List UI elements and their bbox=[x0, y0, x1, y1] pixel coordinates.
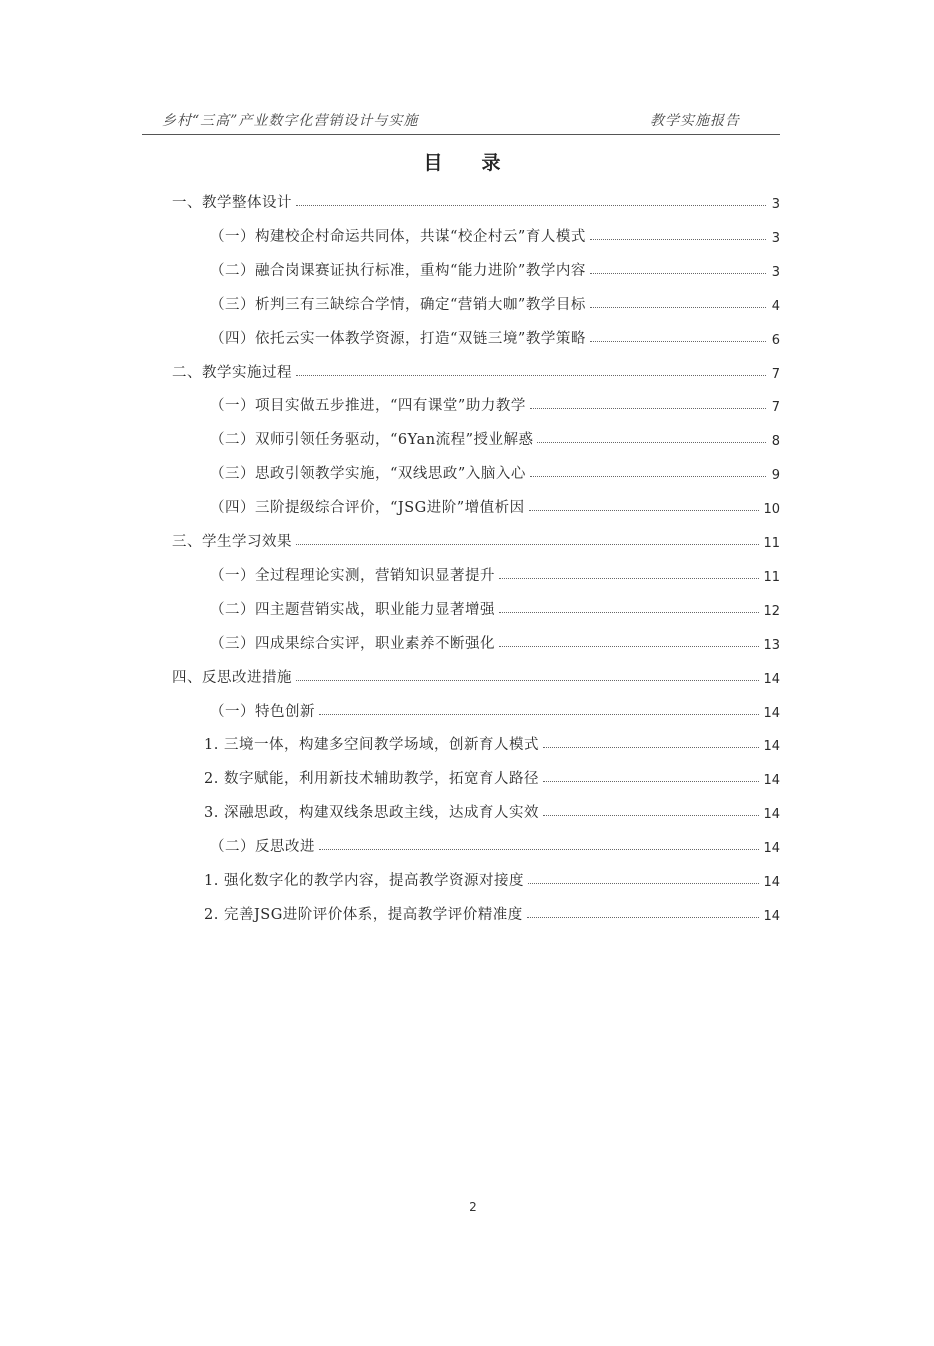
toc-dot-leader bbox=[319, 848, 759, 850]
header-title: 乡村“三高”产业数字化营销设计与实施 bbox=[162, 113, 419, 129]
toc-dot-leader bbox=[296, 679, 759, 681]
toc-dot-leader bbox=[499, 611, 759, 613]
toc-entry-text: （一）构建校企村命运共同体，共谋“校企村云”育人模式 bbox=[210, 228, 586, 245]
toc-dot-leader bbox=[590, 340, 766, 342]
toc-entry[interactable] bbox=[210, 425, 780, 449]
toc-dot-leader bbox=[499, 577, 759, 579]
toc-entry-page: 7 bbox=[771, 366, 780, 382]
toc-entry-text: 2. 完善JSG进阶评价体系，提高教学评价精准度 bbox=[204, 906, 523, 923]
toc-entry-page: 14 bbox=[763, 875, 780, 890]
toc-dot-leader bbox=[527, 916, 760, 918]
toc-entry-page: 6 bbox=[771, 332, 780, 348]
toc-entry[interactable] bbox=[210, 561, 780, 585]
toc-entry[interactable] bbox=[204, 798, 780, 822]
toc-entry-page: 14 bbox=[763, 908, 780, 924]
toc-dot-leader bbox=[543, 814, 760, 816]
toc-entry-text: （二）融合岗课赛证执行标准，重构“能力进阶”教学内容 bbox=[210, 262, 586, 279]
toc-entry[interactable] bbox=[210, 256, 780, 280]
toc-entry-text: （三）思政引领教学实施，“双线思政”入脑入心 bbox=[210, 466, 526, 483]
toc-entry[interactable] bbox=[210, 697, 780, 721]
toc-entry[interactable] bbox=[210, 595, 780, 619]
header-report-type: 教学实施报告 bbox=[650, 113, 740, 129]
toc-title: 目 录 bbox=[423, 152, 511, 174]
toc-dot-leader bbox=[296, 204, 766, 206]
toc-entry-text: （二）反思改进 bbox=[210, 839, 315, 856]
toc-entry[interactable] bbox=[172, 527, 780, 551]
toc-entry-page: 14 bbox=[763, 773, 780, 789]
toc-entry[interactable] bbox=[210, 391, 780, 415]
toc-entry[interactable] bbox=[204, 730, 780, 754]
toc-entry-text: 四、反思改进措施 bbox=[172, 669, 292, 686]
toc-entry[interactable] bbox=[204, 900, 780, 924]
toc-entry-text: （一）全过程理论实测，营销知识显著提升 bbox=[210, 567, 495, 584]
toc-entry[interactable] bbox=[210, 222, 780, 246]
toc-entry-text: 一、教学整体设计 bbox=[172, 195, 292, 211]
toc-dot-leader bbox=[319, 713, 759, 715]
toc-entry[interactable] bbox=[210, 324, 780, 348]
toc-entry-page: 13 bbox=[763, 637, 780, 653]
toc-dot-leader bbox=[296, 543, 759, 545]
toc-dot-leader bbox=[590, 272, 766, 274]
toc-entry-page: 11 bbox=[763, 569, 780, 585]
toc-entry[interactable] bbox=[204, 866, 780, 890]
toc-entry-text: 2. 数字赋能，利用新技术辅助教学，拓宽育人路径 bbox=[204, 771, 539, 788]
toc-dot-leader bbox=[528, 882, 760, 884]
toc-dot-leader bbox=[530, 475, 766, 477]
toc-entry-text: （四）依托云实一体教学资源，打造“双链三境”教学策略 bbox=[210, 330, 586, 347]
toc-entry-text: （二）双师引领任务驱动，“6Yan流程”授业解惑 bbox=[210, 432, 534, 449]
toc-entry-text: 1. 强化数字化的教学内容，提高教学资源对接度 bbox=[204, 873, 524, 889]
toc-entry[interactable] bbox=[210, 459, 780, 483]
page-header bbox=[142, 106, 780, 135]
toc-entry-page: 8 bbox=[771, 434, 780, 450]
toc-entry-page: 14 bbox=[763, 705, 780, 721]
toc-dot-leader bbox=[590, 306, 766, 308]
toc-entry-text: 3. 深融思政，构建双线条思政主线，达成育人实效 bbox=[204, 805, 539, 822]
toc-entry-page: 14 bbox=[763, 739, 780, 755]
toc-dot-leader bbox=[537, 441, 766, 443]
toc-dot-leader bbox=[590, 238, 766, 240]
toc-entry-text: 1. 三境一体，构建多空间教学场域，创新育人模式 bbox=[204, 737, 539, 754]
toc-dot-leader bbox=[296, 374, 766, 376]
toc-entry-page: 9 bbox=[771, 468, 780, 484]
toc-dot-leader bbox=[543, 780, 760, 782]
toc-entry-page: 3 bbox=[771, 197, 780, 212]
toc-entry-page: 14 bbox=[763, 841, 780, 857]
toc-entry-page: 11 bbox=[763, 536, 780, 551]
toc-entry-text: （三）析判三有三缺综合学情，确定“营销大咖”教学目标 bbox=[210, 296, 586, 313]
toc-entry[interactable] bbox=[172, 188, 780, 212]
toc-entry-page: 4 bbox=[771, 298, 780, 314]
toc-entry-text: 三、学生学习效果 bbox=[172, 534, 292, 550]
toc-entry-text: 二、教学实施过程 bbox=[172, 364, 292, 381]
toc-entry-page: 3 bbox=[771, 264, 780, 280]
toc-entry-text: （二）四主题营销实战，职业能力显著增强 bbox=[210, 601, 495, 618]
toc-entry[interactable] bbox=[210, 493, 780, 517]
toc-entry-text: （一）特色创新 bbox=[210, 703, 315, 720]
toc-entry-page: 14 bbox=[763, 807, 780, 823]
toc-entry-page: 12 bbox=[763, 603, 780, 619]
toc-entry[interactable] bbox=[172, 663, 780, 687]
toc-entry[interactable] bbox=[210, 832, 780, 856]
toc-dot-leader bbox=[530, 407, 766, 409]
toc-entry-text: （三）四成果综合实评，职业素养不断强化 bbox=[210, 635, 495, 652]
toc-entry[interactable] bbox=[210, 629, 780, 653]
page-number: 2 bbox=[469, 1200, 477, 1214]
toc-entry-page: 7 bbox=[771, 400, 780, 416]
toc-entry-text: （一）项目实做五步推进，“四有课堂”助力教学 bbox=[210, 398, 526, 415]
toc-entry-page: 14 bbox=[763, 671, 780, 687]
toc-dot-leader bbox=[529, 509, 760, 511]
toc-entry[interactable] bbox=[210, 290, 780, 314]
toc-entry-text: （四）三阶提级综合评价，“JSG进阶”增值析因 bbox=[210, 500, 525, 517]
toc-entry[interactable] bbox=[204, 764, 780, 788]
toc-entry-page: 3 bbox=[771, 230, 780, 246]
toc-entry[interactable] bbox=[172, 358, 780, 382]
toc-dot-leader bbox=[499, 645, 759, 647]
toc-entry-page: 10 bbox=[763, 502, 780, 518]
toc-dot-leader bbox=[543, 746, 760, 748]
